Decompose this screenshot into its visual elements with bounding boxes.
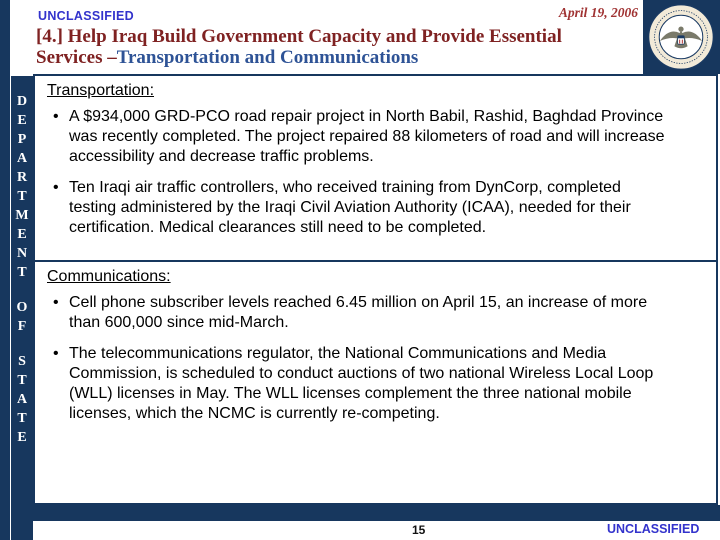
department-of-state-seal-icon <box>648 4 714 70</box>
top-classification: UNCLASSIFIED <box>38 9 134 23</box>
vertical-letter: E <box>17 227 27 242</box>
vertical-letter: A <box>16 392 28 407</box>
transportation-section <box>33 74 718 262</box>
vertical-letter: S <box>18 354 26 369</box>
bullet-item <box>47 344 669 424</box>
bullet-icon <box>53 344 59 364</box>
slide-date: April 19, 2006 <box>558 5 638 20</box>
vertical-word-of <box>17 298 28 336</box>
vertical-letter: E <box>17 430 27 445</box>
bullet-item <box>47 178 669 238</box>
vertical-letter: D <box>16 94 28 109</box>
vertical-letter: R <box>16 170 28 185</box>
page-number: 15 <box>412 523 426 537</box>
communications-heading: Communications: <box>47 268 171 285</box>
page-title-line-1: [4.] Help Iraq Build Government Capacity and Provide Essential <box>36 26 562 47</box>
vertical-department-of-state-banner <box>11 76 33 540</box>
bullet-item <box>47 107 669 167</box>
bullet-icon <box>53 293 59 313</box>
left-edge-bar <box>0 0 10 540</box>
vertical-letter: T <box>17 373 27 388</box>
vertical-letter: T <box>17 189 27 204</box>
communications-section <box>33 260 718 505</box>
page-title-line-2 <box>36 47 642 68</box>
vertical-letter: T <box>17 265 27 280</box>
bullet-text: Cell phone subscriber levels reached 6.45 million on April 15, an increase of more than 600,000 since mid-March. <box>69 294 648 331</box>
bottom-classification: UNCLASSIFIED <box>607 522 700 536</box>
vertical-letter: N <box>16 246 28 261</box>
bullet-icon <box>53 178 59 198</box>
bullet-text: Ten Iraqi air traffic controllers, who received training from DynCorp, completed testing administered by the Iraqi Civil Aviation Authority (ICAA), needed for their certification. Medical clearances still need to be completed. <box>69 179 631 236</box>
page-title-line-2-prefix: Services – <box>36 47 117 68</box>
vertical-letter: O <box>16 300 28 315</box>
vertical-letter: E <box>17 113 27 128</box>
vertical-letter: A <box>16 151 28 166</box>
header-corner-block <box>643 0 720 74</box>
vertical-letter: T <box>17 411 27 426</box>
vertical-letter: P <box>17 132 27 147</box>
vertical-letter: F <box>17 319 27 334</box>
vertical-word-department <box>15 92 28 282</box>
bottom-bar <box>33 505 720 521</box>
vertical-letter: M <box>15 208 29 223</box>
bullet-icon <box>53 107 59 127</box>
vertical-word-state <box>17 352 27 447</box>
transportation-heading: Transportation: <box>47 82 155 99</box>
bullet-text: The telecommunications regulator, the National Communications and Media Commission, is scheduled to conduct auctions of two national Wireless Local Loop (WLL) licenses in May. The WLL licenses complement the three national mobile licenses, which the NCMC is currently re-competing. <box>69 345 654 422</box>
bullet-item <box>47 293 669 333</box>
bullet-text: A $934,000 GRD-PCO road repair project in North Babil, Rashid, Baghdad Province was recently completed. The project repaired 88 kilometers of road and will increase accessibility and decrease traffic problems. <box>69 108 665 165</box>
page-title <box>36 26 642 68</box>
page-title-line-2-accent: Transportation and Communications <box>116 47 419 68</box>
